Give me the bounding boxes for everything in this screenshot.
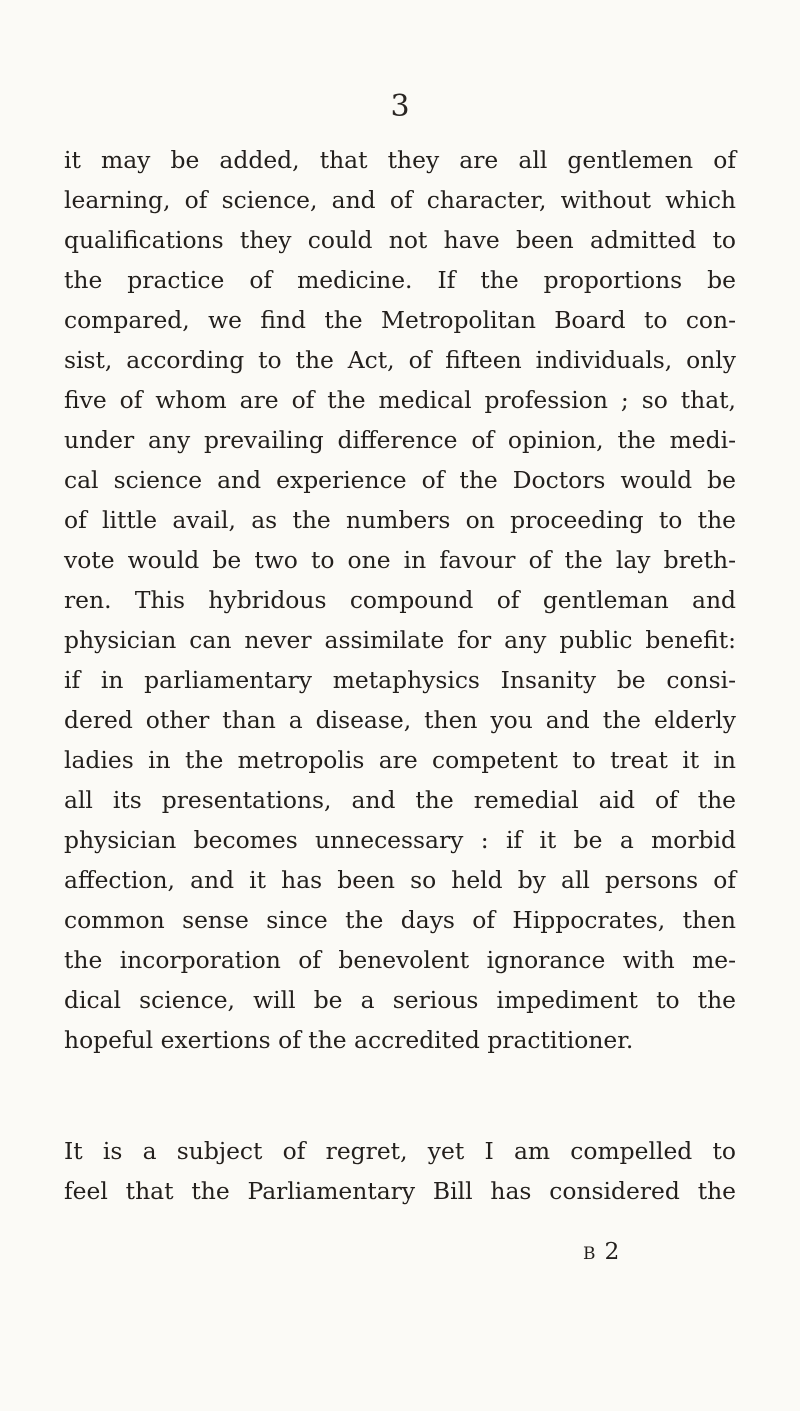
text-line: common sense since the days of Hippocrates, then [64,906,736,934]
text-line: it may be added, that they are all gentlemen of [64,146,736,174]
text-line: all its presentations, and the remedial aid of the [64,786,736,814]
text-line: learning, of science, and of character, without which [64,186,736,214]
text-line: dered other than a disease, then you and the elderly [64,706,736,734]
text-line: vote would be two to one in favour of the lay breth- [64,546,736,574]
text-line: five of whom are of the medical profession ; so that, [64,386,736,414]
text-line: the practice of medicine. If the proportions be [64,266,736,294]
paragraph-1 [64,140,736,1060]
text-line: affection, and it has been so held by all persons of [64,866,736,894]
text-line: ren. This hybridous compound of gentleman and [64,586,736,614]
signature-mark [583,1237,620,1265]
signature-letter: B [583,1244,597,1264]
signature-number: 2 [604,1237,620,1265]
text-line: feel that the Parliamentary Bill has considered the [64,1177,736,1205]
text-line: under any prevailing difference of opinion, the medi- [64,426,736,454]
text-line: It is a subject of regret, yet I am compelled to [64,1137,736,1165]
text-line: compared, we find the Metropolitan Board to con- [64,306,736,334]
text-line: hopeful exertions of the accredited practitioner. [64,1026,634,1054]
text-line: ladies in the metropolis are competent to treat it in [64,746,736,774]
text-line: qualifications they could not have been admitted to [64,226,736,254]
text-line: if in parliamentary metaphysics Insanity be consi- [64,666,736,694]
text-line: physician can never assimilate for any public benefit: [64,626,736,654]
text-line: of little avail, as the numbers on proceeding to the [64,506,736,534]
text-line: physician becomes unnecessary : if it be a morbid [64,826,736,854]
text-line: the incorporation of benevolent ignorance with me- [64,946,736,974]
text-line: cal science and experience of the Doctors would be [64,466,736,494]
paragraph-2 [64,1131,736,1211]
text-line: dical science, will be a serious impediment to the [64,986,736,1014]
text-line: sist, according to the Act, of fifteen individuals, only [64,346,736,374]
page-number: 3 [390,89,410,124]
